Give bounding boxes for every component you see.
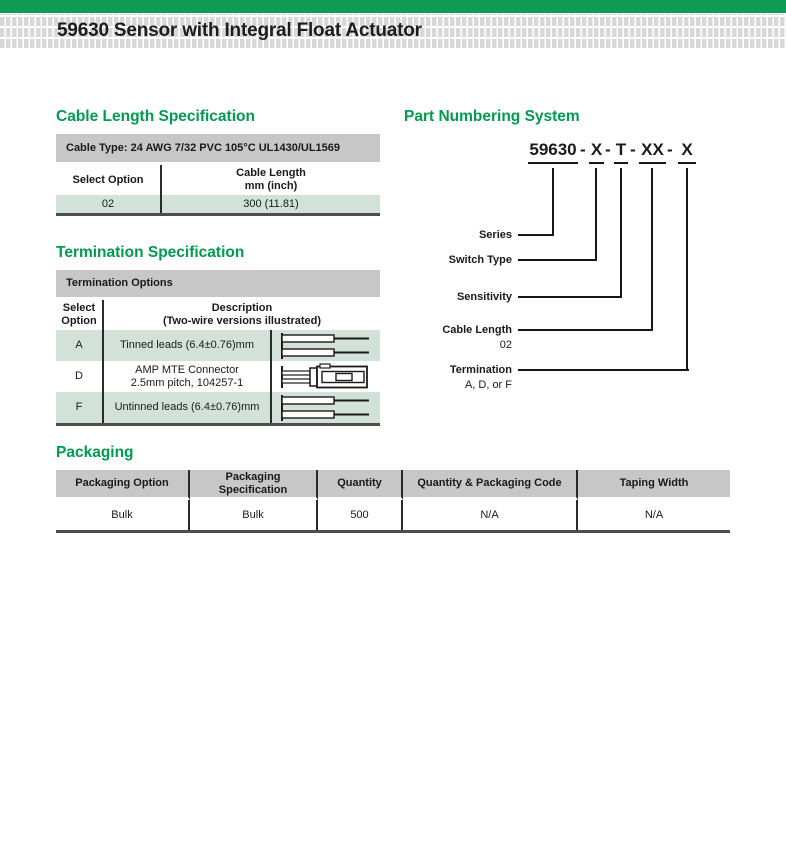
tinned-leads-icon [276,331,376,361]
page-title: 59630 Sensor with Integral Float Actuator [57,20,422,41]
pn-segment-series: 59630 [528,138,578,164]
packaging-qty-code-value: N/A [403,500,578,530]
pn-hline-switch-type [518,259,597,261]
pn-separator: - [630,140,636,159]
pn-separator: - [667,140,673,159]
packaging-data-row [56,500,730,530]
packaging-specification-value: Bulk [190,500,318,530]
pn-value-termination: A, D, or F [464,379,512,391]
termination-row-a [56,330,380,361]
termination-options-bar: Termination Options [56,270,380,297]
termination-row-f [56,392,380,423]
termination-desc-f: Untinned leads (6.4±0.76)mm [104,392,272,423]
pn-label-termination: Termination [449,364,512,376]
termination-desc-d: AMP MTE Connector 2.5mm pitch, 104257-1 [104,361,272,392]
packaging-table-bottom-border [56,530,730,533]
pn-hline-series [518,234,554,236]
pn-value-cable-length: 02 [499,339,512,351]
pn-segment-cable-length: XX [639,138,666,164]
packaging-col-taping-width: Taping Width [578,470,730,500]
pn-label-cable-length: Cable Length [442,324,512,336]
pn-label-switch-type: Switch Type [448,254,512,266]
pn-separator: - [580,140,586,159]
termination-option-f: F [56,392,104,423]
packaging-col-quantity: Quantity [318,470,403,500]
termination-illustration-a [272,330,380,361]
packaging-col-option: Packaging Option [56,470,190,500]
part-numbering-heading: Part Numbering System [404,108,580,125]
pn-line-sensitivity [620,168,622,298]
termination-col-select-option: Select Option [56,300,104,330]
cable-table-header-row [56,165,380,195]
cable-table-row [56,195,380,213]
pn-line-cable-length [651,168,653,331]
cable-length-heading: Cable Length Specification [56,108,255,125]
packaging-header-row [56,470,730,500]
packaging-heading: Packaging [56,444,134,461]
pn-line-series [552,168,554,236]
pn-line-switch-type [595,168,597,261]
pn-segment-termination: X [678,138,696,164]
packaging-col-qty-packaging-code: Quantity & Packaging Code [403,470,578,500]
pn-hline-cable-length [518,329,653,331]
pn-label-sensitivity: Sensitivity [456,291,512,303]
cable-option-value: 02 [56,195,162,213]
pn-hline-termination [518,369,689,371]
termination-table-bottom-border [56,423,380,426]
pn-label-series: Series [478,229,512,241]
header-texture-band [0,14,786,48]
termination-table-header-row [56,300,380,330]
amp-mte-connector-icon [276,362,376,392]
header-green-bar [0,0,786,13]
cable-length-value: 300 (11.81) [243,198,299,210]
packaging-col-specification: Packaging Specification [190,470,318,500]
cable-table-bottom-border [56,213,380,216]
termination-illustration-f [272,392,380,423]
cable-type-bar: Cable Type: 24 AWG 7/32 PVC 105°C UL1430/UL1569 [56,134,380,162]
termination-heading: Termination Specification [56,244,245,261]
pn-hline-sensitivity [518,296,622,298]
termination-option-d: D [56,361,104,392]
packaging-section [56,444,730,533]
termination-option-a: A [56,330,104,361]
packaging-taping-width-value: N/A [644,508,664,521]
termination-row-d [56,361,380,392]
termination-desc-a: Tinned leads (6.4±0.76)mm [104,330,272,361]
pn-segment-sensitivity: T [614,138,628,164]
cable-col-cable-length: Cable Length mm (inch) [236,167,306,192]
termination-table [56,270,380,426]
packaging-table [56,470,730,533]
pn-segment-switch-type: X [589,138,604,164]
pn-separator: - [605,140,611,159]
part-numbering-diagram [404,108,786,438]
cable-length-table [56,134,380,216]
packaging-option-value: Bulk [56,500,190,530]
cable-col-select-option: Select Option [56,165,162,195]
packaging-quantity-value: 500 [318,500,403,530]
left-column [56,108,380,426]
untinned-leads-icon [276,393,376,423]
termination-col-description: Description (Two-wire versions illustrated) [162,302,322,327]
pn-line-termination [686,168,688,371]
termination-illustration-d [272,361,380,392]
